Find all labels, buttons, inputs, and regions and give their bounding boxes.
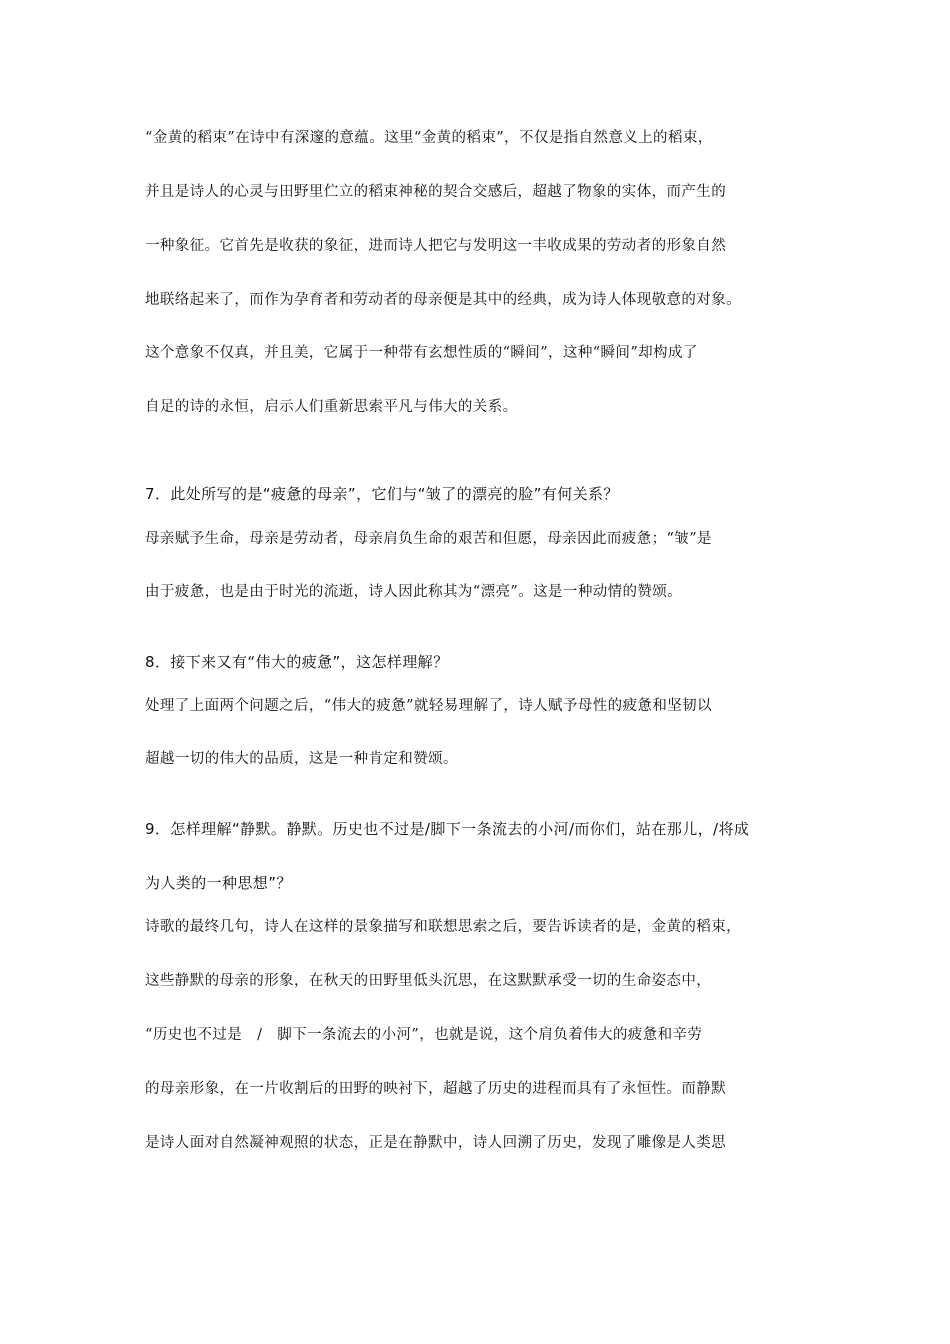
answer-line: 是诗人面对自然凝神观照的状态，正是在静默中，诗人回溯了历史，发现了雕像是人类思 xyxy=(145,1135,727,1151)
answer-line: 由于疲惫，也是由于时光的流逝，诗人因此称其为“漂亮”。这是一种动情的赞颂。 xyxy=(145,584,683,600)
answer-line: 这些静默的母亲的形象，在秋天的田野里低头沉思，在这默默承受一切的生命姿态中， xyxy=(145,973,712,989)
text-line: 地联络起来了，而作为孕育者和劳动者的母亲便是其中的经典，成为诗人体现敬意的对象。 xyxy=(145,292,741,308)
answer-line: 处理了上面两个问题之后，“伟大的疲惫”就轻易理解了，诗人赋予母性的疲惫和坚韧以 xyxy=(145,698,712,714)
text-line: 一种象征。它首先是收获的象征，进而诗人把它与发明这一丰收成果的劳动者的形象自然 xyxy=(145,238,727,254)
answer-line: 的母亲形象，在一片收割后的田野的映衬下，超越了历史的进程而具有了永恒性。而静默 xyxy=(145,1081,727,1097)
answer-line: “历史也不过是 / 脚下一条流去的小河”，也就是说，这个肩负着伟大的疲惫和辛劳 xyxy=(145,1027,703,1043)
text-line: 自足的诗的永恒，启示人们重新思索平凡与伟大的关系。 xyxy=(145,399,518,415)
question-9-continued: 为人类的一种思想”？ xyxy=(145,874,292,892)
question-8: 8．接下来又有“伟大的疲惫”，这怎样理解？ xyxy=(145,653,449,671)
answer-line: 母亲赋予生命，母亲是劳动者，母亲肩负生命的艰苦和但愿，母亲因此而疲惫；“皱”是 xyxy=(145,531,712,547)
text-line: 这个意象不仅真，并且美，它属于一种带有玄想性质的“瞬间”，这种“瞬间”却构成了 xyxy=(145,345,698,361)
answer-line: 诗歌的最终几句，诗人在这样的景象描写和联想思索之后，要告诉读者的是，金黄的稻束， xyxy=(145,919,741,935)
text-line: “金黄的稻束”在诗中有深邃的意蕴。这里“金黄的稻束”，不仅是指自然意义上的稻束， xyxy=(145,130,713,146)
question-7: 7．此处所写的是“疲惫的母亲”，它们与“皱了的漂亮的脸”有何关系？ xyxy=(145,485,619,503)
text-line: 并且是诗人的心灵与田野里伫立的稻束神秘的契合交感后，超越了物象的实体，而产生的 xyxy=(145,184,727,200)
answer-line: 超越一切的伟大的品质，这是一种肯定和赞颂。 xyxy=(145,751,458,767)
question-9: 9．怎样理解“静默。静默。历史也不过是/脚下一条流去的小河/而你们，站在那儿，/将成 xyxy=(145,820,750,838)
